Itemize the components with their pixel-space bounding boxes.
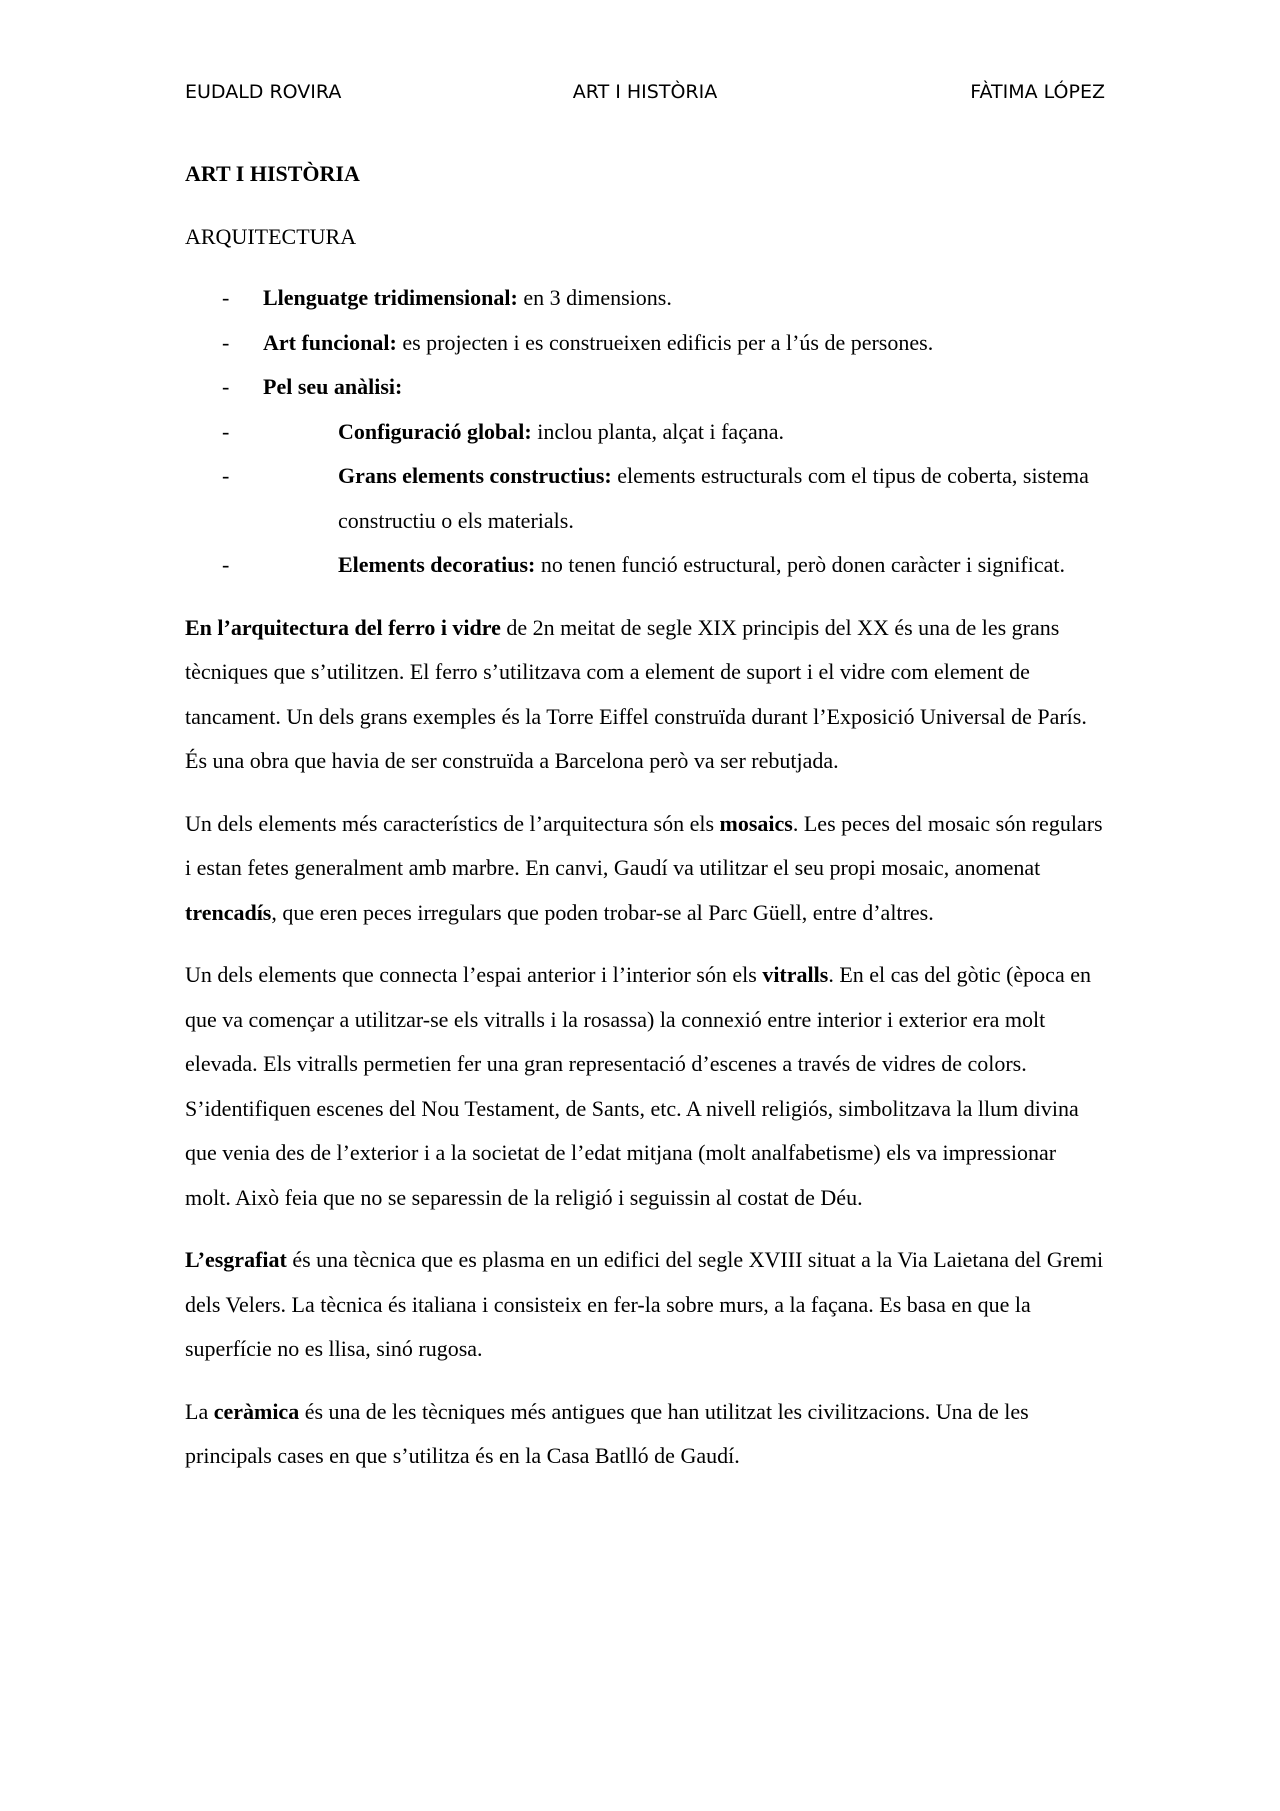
paragraph-vitralls [185, 953, 1105, 1220]
paragraph-ceramica [185, 1390, 1105, 1479]
paragraph-text: és una tècnica que es plasma en un edifici del segle XVIII situat a la Via Laietana del Gremi dels Velers. La tècnica és italiana i consisteix en fer-la sobre murs, a la façana. Es basa en que la superfície no es llisa, sinó rugosa. [185, 1247, 1104, 1361]
list-item [185, 543, 1105, 588]
document-body [185, 152, 1105, 1479]
page-header [185, 78, 1105, 106]
paragraph-mosaics [185, 802, 1105, 936]
definition-list [185, 276, 1105, 588]
list-term: Art funcional: [263, 329, 397, 355]
paragraph-text: de 2n meitat de segle XIX principis del XX és una de les grans tècniques que s’utilitzen. El ferro s’utilitzava com a element de suport i el vidre com element de tancament. Un dels grans exemples és la Torre Eiffel construïda durant l’Exposició Universal de París. És una obra que havia de ser construïda a Barcelona però va ser rebutjada. [185, 614, 1087, 773]
paragraph-text: La [185, 1398, 214, 1424]
list-term: Llenguatge tridimensional: [263, 285, 518, 310]
paragraph-esgrafiat [185, 1238, 1105, 1372]
list-item [185, 321, 1105, 366]
list-term: Pel seu anàlisi: [263, 374, 403, 399]
list-term: Configuració global: [338, 418, 532, 444]
paragraph-text: Un dels elements que connecta l’espai anterior i l’interior són els [185, 962, 763, 987]
list-item [185, 276, 1105, 321]
list-dash: - [222, 552, 230, 577]
list-dash: - [222, 285, 230, 310]
paragraph-text: . Les peces del mosaic són regulars i estan fetes generalment amb marbre. En canvi, Gaudí va utilitzar el seu propi mosaic, anomenat [185, 810, 1103, 880]
list-text: es projecten i es construeixen edificis per a l’ús de persones. [396, 329, 934, 355]
list-dash: - [222, 329, 230, 355]
list-text: inclou planta, alçat i façana. [531, 418, 784, 444]
list-dash: - [222, 418, 230, 444]
list-item [185, 410, 1105, 455]
header-author-left: EUDALD ROVIRA [185, 81, 342, 103]
paragraph-bold: vitralls [762, 962, 829, 987]
list-text: en 3 dimensions. [517, 285, 672, 310]
list-term: Grans elements constructius: [338, 463, 612, 488]
paragraph-bold: mosaics [719, 810, 793, 836]
list-dash: - [222, 463, 230, 488]
paragraph-bold: L’esgrafiat [185, 1247, 287, 1272]
paragraph-bold: trencadís [185, 899, 272, 925]
list-term: Elements decoratius: [338, 552, 536, 577]
header-author-right: FÀTIMA LÓPEZ [970, 81, 1105, 103]
list-text: elements estructurals com el tipus de coberta, sistema constructiu o els materials. [338, 463, 1089, 533]
paragraph-text: Un dels elements més característics de l’arquitectura són els [185, 810, 720, 836]
list-item [185, 365, 1105, 410]
paragraph-bold: ceràmica [213, 1398, 300, 1424]
paragraph-bold: En l’arquitectura del ferro i vidre [185, 614, 501, 640]
paragraph-ferro-vidre [185, 606, 1105, 784]
header-title: ART I HISTÒRIA [572, 81, 718, 103]
paragraph-text: . En el cas del gòtic (època en que va començar a utilitzar-se els vitralls i la rosassa) la connexió entre interior i exterior era molt elevada. Els vitralls permetien fer una gran representació d’escenes a través de vidres de colors. S’identifiquen escenes del Nou Testament, de Sants, etc. A nivell religiós, simbolitzava la llum divina que venia des de l’exterior i a la societat de l’edat mitjana (molt analfabetisme) els va impressionar molt. Això feia que no se separessin de la religió i seguissin al costat de Déu. [185, 962, 1091, 1210]
paragraph-text: és una de les tècniques més antigues que han utilitzat les civilitzacions. Una de les principals cases en que s’utilitza és en la Casa Batlló de Gaudí. [185, 1398, 1029, 1468]
list-dash: - [222, 374, 230, 399]
document-title: ART I HISTÒRIA [185, 161, 360, 186]
paragraph-text: , que eren peces irregulars que poden trobar-se al Parc Güell, entre d’altres. [271, 899, 934, 925]
list-item [185, 454, 1105, 543]
section-heading: ARQUITECTURA [185, 223, 357, 249]
list-text: no tenen funció estructural, però donen caràcter i significat. [535, 552, 1065, 577]
